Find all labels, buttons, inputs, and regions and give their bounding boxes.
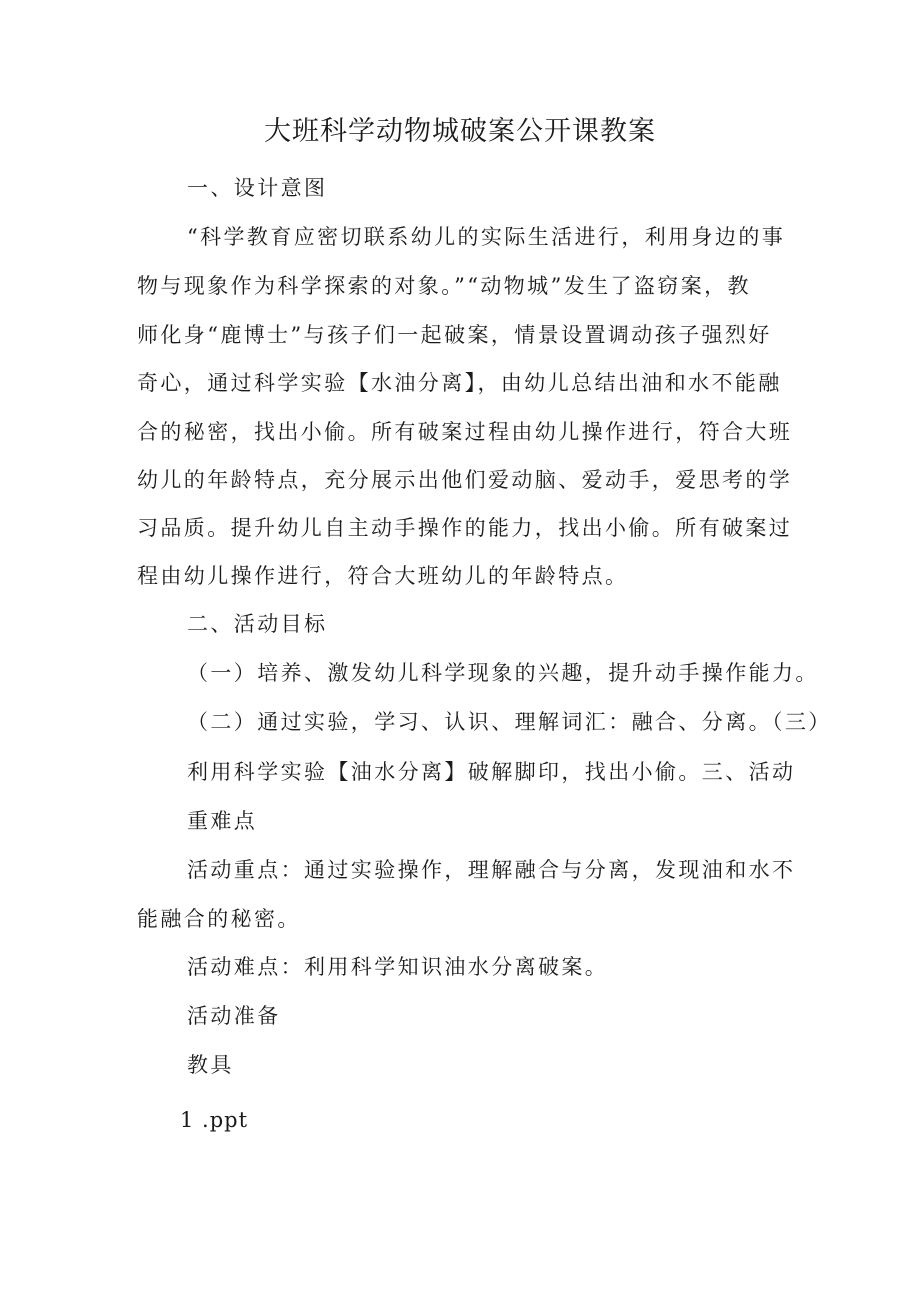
document-title: 大班科学动物城破案公开课教案	[264, 116, 656, 147]
paragraph-line: 幼儿的年龄特点，充分展示出他们爱动脑、爱动手，爱思考的学	[137, 468, 793, 492]
paragraph-line: 师化身“鹿博士”与孩子们一起破案，情景设置调动孩子强烈好	[137, 323, 772, 347]
goal-item: 利用科学实验【油水分离】破解脚印，找出小偷。三、活动	[187, 760, 796, 784]
section-heading-activity-goals: 二、活动目标	[187, 612, 328, 636]
key-point-line: 能融合的秘密。	[137, 907, 301, 931]
paragraph-line: “科学教育应密切联系幼儿的实际生活进行，利用身边的事	[187, 225, 786, 249]
paragraph-line: 习品质。提升幼儿自主动手操作的能力，找出小偷。所有破案过	[137, 516, 793, 540]
section-heading-tools: 教具	[187, 1053, 234, 1077]
paragraph-line: 物与现象作为科学探索的对象。”“动物城”发生了盗窃案，教	[137, 274, 751, 298]
goal-item: （一）培养、激发幼儿科学现象的兴趣，提升动手操作能力。	[187, 661, 819, 685]
paragraph-line: 合的秘密，找出小偷。所有破案过程由幼儿操作进行，符合大班	[137, 420, 793, 444]
goal-item: 重难点	[187, 809, 258, 833]
difficulty-line: 活动难点：利用科学知识油水分离破案。	[187, 955, 609, 979]
paragraph-line: 程由幼儿操作进行，符合大班幼儿的年龄特点。	[137, 564, 629, 588]
key-point-line: 活动重点：通过实验操作，理解融合与分离，发现油和水不	[187, 858, 796, 882]
goal-item: （二）通过实验，学习、认识、理解词汇：融合、分离。（三）	[187, 710, 832, 734]
section-heading-preparation: 活动准备	[187, 1004, 281, 1028]
tool-item: 1 .ppt	[180, 1108, 249, 1132]
section-heading-design-intent: 一、设计意图	[187, 176, 328, 200]
paragraph-line: 奇心，通过科学实验【水油分离】，由幼儿总结出油和水不能融	[137, 371, 782, 395]
